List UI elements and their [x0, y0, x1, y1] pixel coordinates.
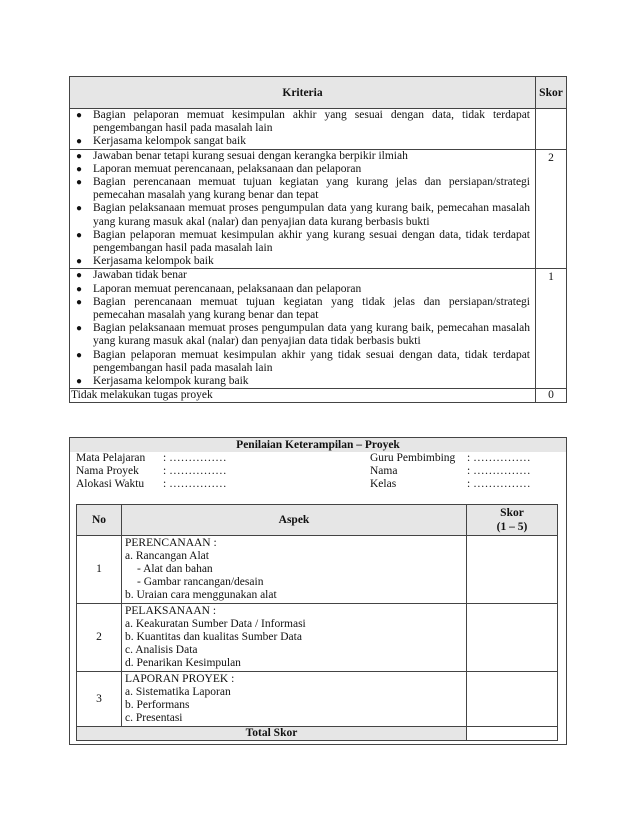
- criteria-item: ● Laporan memuat perencanaan, pelaksanaan dan pelaporan: [76, 282, 362, 295]
- row-number: 3: [77, 672, 122, 727]
- aspek-cell: PERENCANAAN : a. Rancangan Alat - Alat dan bahan - Gambar rancangan/desain b. Uraian cara menggunakan alat: [122, 536, 467, 604]
- kriteria-header: Kriteria: [70, 77, 536, 109]
- row-number: 1: [77, 536, 122, 604]
- score-cell: [536, 109, 567, 150]
- field-value: : ……………: [467, 452, 531, 464]
- rubric-row: [70, 109, 567, 150]
- criteria-list: [74, 109, 530, 149]
- criteria-item: ● Bagian perencanaan memuat tujuan kegiatan yang kurang jelas dan persiapan/strategi pemecahan masalah yang kurang benar dan tepat: [76, 176, 530, 202]
- aspek-table: [76, 504, 558, 741]
- bullet-icon: ●: [76, 177, 83, 189]
- criteria-item: ● Bagian pelaksanaan memuat proses pengumpulan data yang kurang baik, pemecahan masalah yang kurang masuk akal (nalar) dan penyajian data kurang berbasis bukti: [76, 202, 530, 228]
- no-header: No: [77, 505, 122, 536]
- criteria-list: [74, 269, 530, 388]
- criteria-cell: Tidak melakukan tugas proyek: [70, 389, 536, 403]
- aspek-header: Aspek: [122, 505, 467, 536]
- field-value: : ……………: [163, 452, 227, 464]
- skor-header: Skor: [536, 77, 567, 109]
- aspek-header-row: [77, 505, 558, 536]
- criteria-item: ● Kerjasama kelompok kurang baik: [76, 375, 249, 388]
- field-value: : ……………: [163, 478, 227, 490]
- criteria-item: ● Jawaban benar tetapi kurang sesuai dengan kerangka berpikir ilmiah: [76, 149, 408, 162]
- total-row: [77, 727, 558, 741]
- field-label: Alokasi Waktu: [76, 478, 145, 490]
- aspek-row: [77, 604, 558, 672]
- score-cell: 0: [536, 389, 567, 403]
- bullet-icon: ●: [76, 163, 83, 175]
- field-label: Kelas: [370, 478, 397, 490]
- field-label: Nama: [370, 465, 398, 477]
- rubric-table: [69, 76, 567, 403]
- criteria-item: ● Kerjasama kelompok sangat baik: [76, 135, 246, 148]
- bullet-icon: ●: [76, 150, 83, 162]
- bullet-icon: ●: [76, 136, 83, 148]
- total-label: Total Skor: [77, 727, 467, 741]
- bullet-icon: ●: [76, 283, 83, 295]
- criteria-cell: [70, 269, 536, 389]
- field-value: : ……………: [467, 478, 531, 490]
- bullet-icon: ●: [76, 229, 83, 241]
- criteria-item: ● Bagian pelaksanaan memuat proses pengumpulan data yang kurang baik, pemecahan masalah yang kurang masuk akal (nalar) dan penyajian data tidak berbasis bukti: [76, 322, 530, 348]
- criteria-item: ● Jawaban tidak benar: [76, 269, 187, 282]
- rubric-row: [70, 149, 567, 269]
- section-title: Penilaian Keterampilan – Proyek: [70, 438, 566, 452]
- criteria-list: [74, 150, 530, 269]
- aspek-cell: PELAKSANAAN : a. Keakuratan Sumber Data / Informasi b. Kuantitas dan kualitas Sumber Data c. Analisis Data d. Penarikan Kesimpulan: [122, 604, 467, 672]
- score-entry-cell[interactable]: [467, 604, 558, 672]
- score-entry-cell[interactable]: [467, 672, 558, 727]
- bullet-icon: ●: [76, 110, 83, 121]
- rubric-row: [70, 389, 567, 403]
- bullet-icon: ●: [76, 376, 83, 388]
- total-score-cell[interactable]: [467, 727, 558, 741]
- bullet-icon: ●: [76, 203, 83, 215]
- aspek-row: [77, 536, 558, 604]
- criteria-item: ● Bagian pelaporan memuat kesimpulan akhir yang kurang sesuai dengan data, tidak terdapat pengembangan hasil pada masalah lain: [76, 228, 530, 255]
- bullet-icon: ●: [76, 256, 83, 268]
- field-value: : ……………: [163, 465, 227, 477]
- criteria-item: ● Kerjasama kelompok baik: [76, 255, 214, 268]
- rubric-row: [70, 269, 567, 389]
- field-label: Guru Pembimbing: [370, 452, 456, 464]
- row-number: 2: [77, 604, 122, 672]
- skor-header: Skor (1 – 5): [467, 505, 558, 536]
- rubric-header-row: [70, 77, 567, 109]
- criteria-cell: [70, 149, 536, 269]
- aspek-row: [77, 672, 558, 727]
- aspek-cell: LAPORAN PROYEK : a. Sistematika Laporan b. Performans c. Presentasi: [122, 672, 467, 727]
- criteria-item: ● Bagian pelaporan memuat kesimpulan akhir yang sesuai dengan data, tidak terdapat pengembangan hasil pada masalah lain: [76, 109, 530, 135]
- field-value: : ……………: [467, 465, 531, 477]
- field-label: Mata Pelajaran: [76, 452, 146, 464]
- field-label: Nama Proyek: [76, 465, 139, 477]
- score-cell: 1: [536, 269, 567, 389]
- bullet-icon: ●: [76, 270, 83, 282]
- criteria-item: ● Laporan memuat perencanaan, pelaksanaan dan pelaporan: [76, 162, 362, 175]
- bullet-icon: ●: [76, 296, 83, 308]
- criteria-cell: [70, 109, 536, 150]
- score-entry-cell[interactable]: [467, 536, 558, 604]
- criteria-item: ● Bagian pelaporan memuat kesimpulan akhir yang tidak sesuai dengan data, tidak terdapat pengembangan hasil pada masalah lain: [76, 348, 530, 374]
- criteria-item: ● Bagian perencanaan memuat tujuan kegiatan yang tidak jelas dan persiapan/strategi pemecahan masalah yang kurang benar dan tepat: [76, 295, 530, 322]
- score-cell: 2: [536, 149, 567, 269]
- bullet-icon: ●: [76, 323, 83, 335]
- bullet-icon: ●: [76, 349, 83, 361]
